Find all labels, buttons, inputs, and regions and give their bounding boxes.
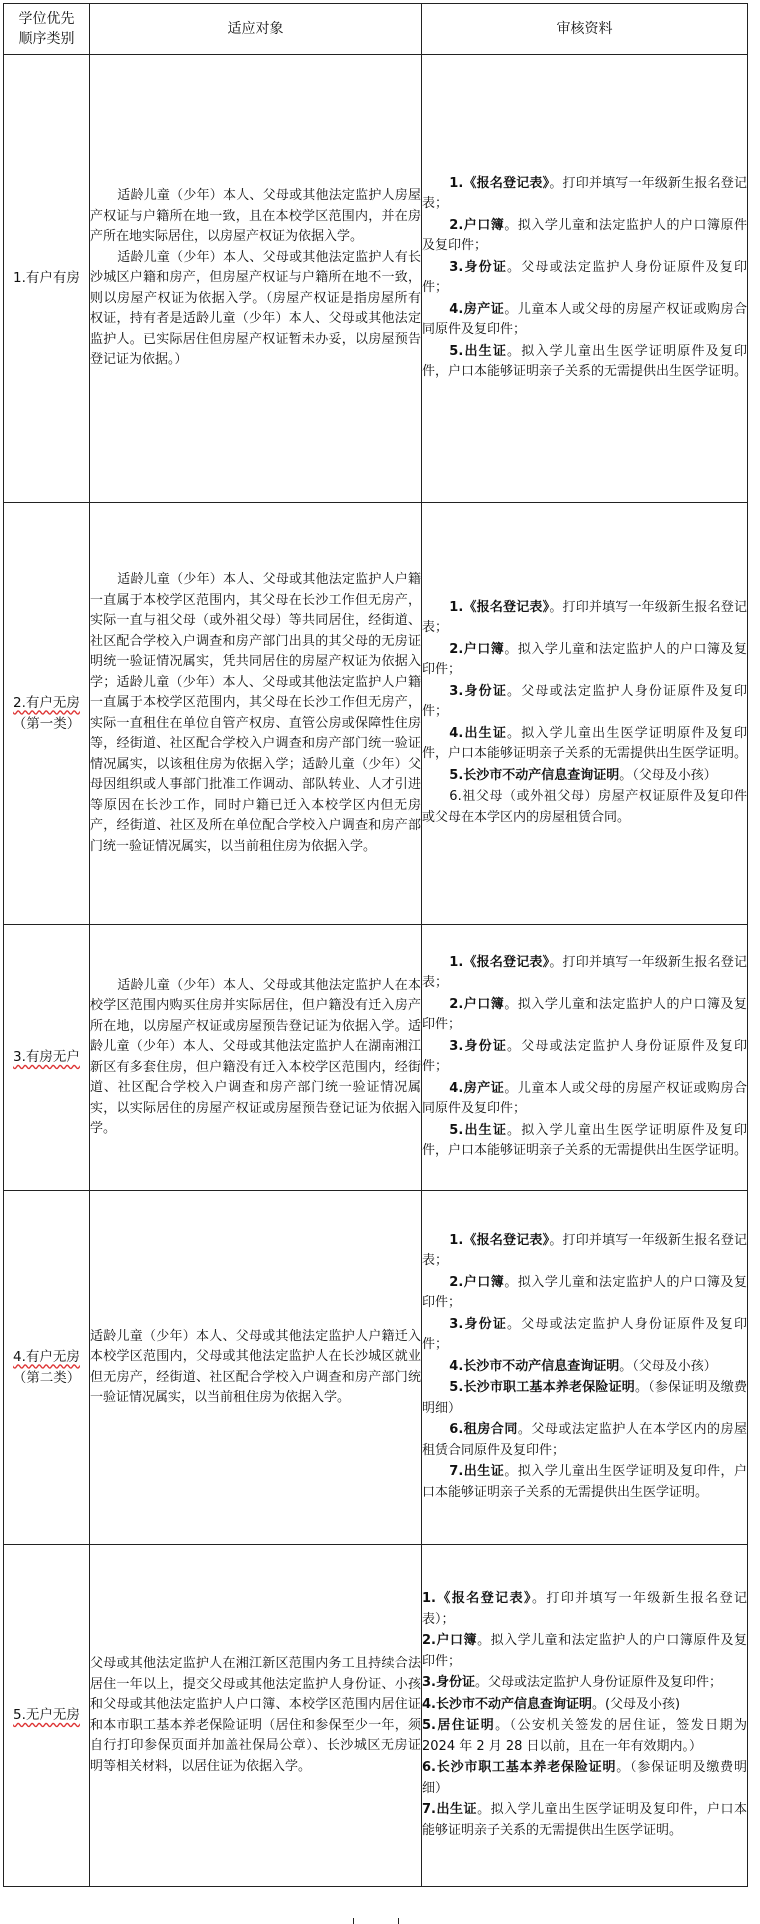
doc-item-title: 7.出生证 bbox=[422, 1802, 478, 1817]
doc-item bbox=[422, 1420, 747, 1461]
doc-item-text: 。打印并填写一年级新生报名登记表； bbox=[422, 954, 747, 990]
doc-item-text: 。（参保证明及缴费明细） bbox=[422, 1380, 747, 1416]
review-documents-cell bbox=[422, 925, 748, 1191]
doc-item-title: 7.出生证 bbox=[449, 1464, 505, 1480]
table-row bbox=[4, 1191, 748, 1545]
doc-item-text: 。拟入学儿童出生医学证明及复印件，户口本能够证明亲子关系的无需提供出生医学证明。 bbox=[422, 1802, 747, 1838]
category-cell bbox=[4, 55, 90, 503]
doc-item bbox=[422, 1121, 747, 1162]
doc-item bbox=[422, 1315, 747, 1356]
doc-item-title: 3.身份证 bbox=[422, 1675, 475, 1690]
doc-item-text: 。（公安机关签发的居住证，签发日期为 2024 年 2 月 28 日以前，且在一年有效期内。） bbox=[422, 1718, 747, 1754]
objects-paragraph: 适龄儿童（少年）本人、父母或其他法定监护人有长沙城区户籍和房产，但房屋产权证与户籍所在地不一致，则以房屋产权证为依据入学。（房屋产权证是指房屋所有权证，持有者是适龄儿童（少年）本人、父母或其他法定监护人。已实际居住但房屋产权证暂未办妥，以房屋预告登记证为依据。） bbox=[90, 249, 421, 368]
doc-item-text: 。（父母及小孩） bbox=[619, 1358, 717, 1374]
doc-item-title: 4.房产证 bbox=[449, 1080, 505, 1096]
doc-item-text: 。（父母及小孩） bbox=[619, 767, 717, 783]
review-documents-cell bbox=[422, 503, 748, 925]
doc-item bbox=[422, 216, 747, 257]
page-break-mark bbox=[353, 1918, 354, 1924]
doc-item-text: 。拟入学儿童和法定监护人的户口簿及复印件； bbox=[422, 996, 747, 1032]
eligible-objects-cell bbox=[90, 55, 422, 503]
doc-item-title: 1.《报名登记表》 bbox=[449, 1232, 550, 1248]
doc-item-title: 1.《报名登记表》 bbox=[422, 1591, 532, 1606]
doc-item-title: 4.长沙市不动产信息查询证明 bbox=[422, 1696, 592, 1712]
doc-item-text: 。(父母及小孩) bbox=[591, 1696, 681, 1712]
doc-item-title: 3.身份证 bbox=[449, 259, 508, 275]
doc-item-title: 3.身份证 bbox=[449, 1038, 508, 1054]
doc-item-title: 4.房产证 bbox=[449, 301, 505, 317]
enrollment-requirements-table bbox=[3, 3, 748, 1887]
doc-item-title: 2.户口簿 bbox=[449, 217, 505, 233]
doc-item bbox=[422, 1378, 747, 1419]
doc-item-text: 。拟入学儿童出生医学证明原件及复印件，户口本能够证明亲子关系的无需提供出生医学证明。 bbox=[422, 725, 748, 762]
category-label: 5.无户无房 bbox=[13, 1707, 80, 1723]
eligible-objects-cell bbox=[90, 925, 422, 1191]
doc-item-title: 3.身份证 bbox=[449, 683, 508, 699]
review-documents-cell bbox=[422, 55, 748, 503]
objects-paragraph: 适龄儿童（少年）本人、父母或其他法定监护人房屋产权证与户籍所在地一致，且在本校学区范围内，并在房产所在地实际居住，以房屋产权证为依据入学。 bbox=[90, 188, 421, 245]
category-label: 4.有户无房 bbox=[13, 1348, 80, 1365]
doc-item bbox=[422, 995, 747, 1036]
doc-item-text: 。拟入学儿童和法定监护人的户口簿原件及复印件； bbox=[422, 1633, 747, 1669]
doc-item bbox=[422, 1695, 747, 1716]
doc-item-text: 。儿童本人或父母的房屋产权证或购房合同原件及复印件； bbox=[422, 301, 747, 337]
eligible-objects-cell bbox=[90, 1545, 422, 1887]
doc-item-text: 。打印并填写一年级新生报名登记表； bbox=[422, 175, 747, 211]
eligible-objects-cell bbox=[90, 503, 422, 925]
doc-item bbox=[422, 953, 747, 994]
doc-item-text: 。打印并填写一年级新生报名登记表； bbox=[422, 599, 747, 636]
doc-item-title: 6.租房合同 bbox=[449, 1422, 518, 1438]
doc-item-title: 5.出生证 bbox=[449, 1122, 508, 1138]
header-objects: 适应对象 bbox=[90, 4, 422, 55]
doc-item-title: 5.长沙市职工基本养老保险证明 bbox=[449, 1380, 635, 1396]
doc-item-title: 4.出生证 bbox=[449, 725, 508, 741]
objects-paragraph: 适龄儿童（少年）本人、父母或其他法定监护人户籍迁入本校学区范围内，父母或其他法定监护人在长沙城区就业但无房产，经街道、社区配合学校入户调查和房产部门统一验证情况属实，以当前租住房为依据入学。 bbox=[90, 1328, 421, 1405]
doc-item bbox=[422, 258, 747, 299]
doc-item-text: 。父母或法定监护人身份证原件及复印件； bbox=[422, 1038, 747, 1074]
category-sublabel: （第一类） bbox=[12, 715, 81, 732]
doc-item bbox=[422, 1673, 747, 1694]
doc-item-title: 2.户口簿 bbox=[449, 996, 505, 1012]
doc-item-title: 5.出生证 bbox=[449, 343, 508, 359]
doc-item-title: 6.长沙市职工基本养老保险证明 bbox=[422, 1760, 617, 1775]
header-category: 学位优先 顺序类别 bbox=[4, 4, 90, 55]
doc-item-text: 。父母或法定监护人身份证原件及复印件； bbox=[422, 259, 747, 295]
doc-item-text: 。打印并填写一年级新生报名登记表； bbox=[422, 1232, 747, 1269]
category-label: 1.有户有房 bbox=[13, 270, 80, 286]
doc-item-text: 。儿童本人或父母的房屋产权证或购房合同原件及复印件； bbox=[422, 1080, 747, 1116]
doc-item bbox=[422, 1589, 747, 1630]
table-row bbox=[4, 503, 748, 925]
eligible-objects-cell bbox=[90, 1191, 422, 1545]
doc-item bbox=[422, 1357, 747, 1378]
category-cell bbox=[4, 503, 90, 925]
category-cell bbox=[4, 1191, 90, 1545]
category-cell bbox=[4, 925, 90, 1191]
doc-item bbox=[422, 1716, 747, 1757]
doc-item-title: 5.长沙市不动产信息查询证明 bbox=[449, 767, 620, 783]
table-row bbox=[4, 55, 748, 503]
review-documents-cell bbox=[422, 1545, 748, 1887]
doc-item-title: 2.户口簿 bbox=[422, 1633, 478, 1648]
doc-item-title: 4.长沙市不动产信息查询证明 bbox=[449, 1358, 620, 1374]
doc-item-text: 。拟入学儿童出生医学证明原件及复印件，户口本能够证明亲子关系的无需提供出生医学证明。 bbox=[422, 343, 748, 379]
doc-item bbox=[422, 1758, 747, 1799]
doc-item bbox=[422, 174, 747, 215]
doc-item-title: 2.户口簿 bbox=[449, 1274, 505, 1290]
doc-item bbox=[422, 1800, 747, 1841]
category-sublabel: （第二类） bbox=[12, 1369, 81, 1386]
table-row bbox=[4, 1545, 748, 1887]
objects-paragraph: 父母或其他法定监护人在湘江新区范围内务工且持续合法居住一年以上，提交父母或其他法定监护人身份证、小孩和父母或其他法定监护人户口簿、本校学区范围内居住证和本市职工基本养老保险证明（居住和参保至少一年，须自行打印参保页面并加盖社保局公章）、长沙城区无房证明等相关材料，以居住证为依据入学。 bbox=[90, 1656, 421, 1774]
doc-item-text: 。拟入学儿童出生医学证明及复印件，户口本能够证明亲子关系的无需提供出生医学证明。 bbox=[422, 1464, 747, 1500]
doc-item-text: 。父母或法定监护人身份证原件及复印件； bbox=[474, 1675, 722, 1690]
page-break-mark bbox=[398, 1918, 399, 1924]
doc-item-title: 2.户口簿 bbox=[449, 641, 505, 657]
doc-item bbox=[422, 1037, 747, 1078]
doc-item bbox=[422, 300, 747, 341]
doc-item bbox=[422, 1631, 747, 1672]
doc-item-text: 。拟入学儿童和法定监护人的户口簿原件及复印件； bbox=[422, 217, 747, 253]
doc-item-text: 。拟入学儿童出生医学证明原件及复印件，户口本能够证明亲子关系的无需提供出生医学证明。 bbox=[422, 1122, 748, 1158]
doc-item bbox=[422, 766, 747, 787]
doc-item bbox=[422, 787, 747, 828]
doc-item-text: 。父母或法定监护人身份证原件及复印件； bbox=[422, 1316, 747, 1353]
doc-item-text: 。打印并填写一年级新生报名登记表）； bbox=[422, 1591, 747, 1627]
doc-item-title: 1.《报名登记表》 bbox=[449, 954, 550, 970]
table-row bbox=[4, 925, 748, 1191]
doc-item bbox=[422, 724, 747, 765]
category-label: 2.有户无房 bbox=[13, 694, 80, 711]
doc-item bbox=[422, 1079, 747, 1120]
doc-item-title: 1.《报名登记表》 bbox=[449, 175, 550, 191]
header-documents: 审核资料 bbox=[422, 4, 748, 55]
doc-item-text: 。拟入学儿童和法定监护人的户口簿及复印件； bbox=[422, 641, 747, 678]
doc-item-text: 。拟入学儿童和法定监护人的户口簿及复印件； bbox=[422, 1274, 747, 1311]
doc-item-text: 。父母或法定监护人身份证原件及复印件； bbox=[422, 683, 747, 720]
doc-item bbox=[422, 682, 747, 723]
objects-paragraph: 适龄儿童（少年）本人、父母或其他法定监护人户籍一直属于本校学区范围内，其父母在长沙工作但无房产，实际一直与祖父母（或外祖父母）等共同居住，经街道、社区配合学校入户调查和房产部门出具的其父母的无房证明统一验证情况属实，凭共同居住的房屋产权证为依据入学；适龄儿童（少年）本人、父母或其他法定监护人户籍一直属于本校学区范围内，其父母在长沙工作但无房产，实际一直租住在单位自管产权房、直管公房或保障性住房等，经街道、社区配合学校入户调查和房产部门统一验证情况属实，以该租住房为依据入学；适龄儿童（少年）父母因组织或人事部门批准工作调动、部队转业、人才引进等原因在长沙工作，同时户籍已迁入本校学区内但无房产，经街道、社区及所在单位配合学校入户调查和房产部门统一验证情况属实，以当前租住房为依据入学。 bbox=[90, 572, 421, 854]
doc-item bbox=[422, 1462, 747, 1503]
category-label: 3.有房无户 bbox=[13, 1049, 80, 1065]
doc-item-text: 。父母或法定监护人在本学区内的房屋租赁合同原件及复印件； bbox=[422, 1422, 747, 1458]
doc-item bbox=[422, 342, 747, 383]
doc-item-text: 。（参保证明及缴费明细） bbox=[422, 1760, 747, 1796]
doc-item bbox=[422, 1231, 747, 1272]
doc-item-title: 5.居住证明 bbox=[422, 1718, 496, 1733]
table-header-row bbox=[4, 4, 748, 55]
doc-item bbox=[422, 1273, 747, 1314]
doc-item-title: 1.《报名登记表》 bbox=[449, 599, 550, 615]
review-documents-cell bbox=[422, 1191, 748, 1545]
doc-item-title: 3.身份证 bbox=[449, 1316, 508, 1332]
objects-paragraph: 适龄儿童（少年）本人、父母或其他法定监护人在本校学区范围内购买住房并实际居住，但户籍没有迁入房产所在地，以房屋产权证或房屋预告登记证为依据入学。适龄儿童（少年）本人、父母或其他法定监护人在湖南湘江新区有多套住房，但户籍没有迁入本校学区范围内，经街道、社区配合学校入户调查和房产部门统一验证情况属实，以实际居住的房屋产权证或房屋预告登记证为依据入学。 bbox=[90, 977, 421, 1136]
doc-item-text: 6.祖父母（或外祖父母）房屋产权证原件及复印件或父母在本学区内的房屋租赁合同。 bbox=[422, 789, 747, 825]
doc-item bbox=[422, 640, 747, 681]
doc-item bbox=[422, 598, 747, 639]
category-cell bbox=[4, 1545, 90, 1887]
